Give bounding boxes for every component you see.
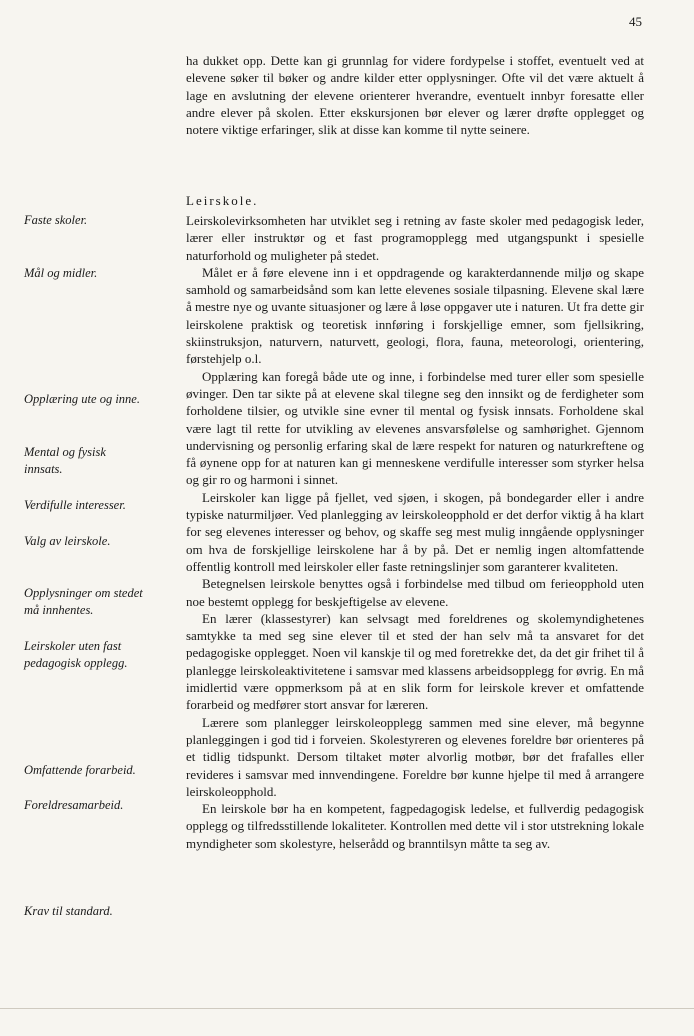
- margin-note-opplaering: Opplæring ute og inne.: [24, 392, 140, 406]
- margin-note-mental-innsats: Mental og fysisk innsats.: [24, 445, 106, 476]
- paragraph-krav-til-standard: En leirskole bør ha en kompetent, fagpedagogisk ledelse, et fullverdig pedagogisk opplegg og tilfredsstillende lokaliteter. Kontrollen med dette vil i stor utstrekning lokale myndigheter som skolestyre, helserådd og branntilsyn måtte ta seg av.: [186, 801, 644, 851]
- bottom-rule: [0, 1008, 694, 1009]
- margin-note-krav-til-standard: Krav til standard.: [24, 904, 113, 918]
- intro-paragraph: ha dukket opp. Dette kan gi grunnlag for videre fordypelse i stoffet, eventuelt ved at elevene søker til bøker og andre kilder etter opplysninger. Ofte vil det være aktuelt å lage en avslutning der elevene orienterer hverandre, eventuelt innbyr foresatte eller andre elever på skolen. Etter ekskursjonen bør elever og lærer drøfte opplegget og notere viktige erfaringer, slik at disse kan komme til nytte seinere.: [186, 53, 644, 138]
- paragraph-foreldresamarbeid: Lærere som planlegger leirskoleopplegg sammen med sine elever, må begynne planleggingen i god tid i forveien. Skolestyreren og elevenes foreldre bør orienteres på et tidlig tidspunkt. Dersom tiltaket møter alvorlig motbør, bør det frafalles eller revideres i samsvar med innvendingene. Foreldre bør kunne hjelpe til med å arrangere leirskoleopphold.: [186, 714, 644, 799]
- paragraph-valg-av-leirskole: Leirskoler kan ligge på fjellet, ved sjøen, i skogen, på bondegarder eller i andre typiske naturmiljøer. Ved planlegging av leirskoleopphold er det derfor viktig å ha klart for seg elevenes interesser og behov, og skaffe seg mest mulig inngående opplysninger om hva de forskjellige leirskolene har å by på. Det er nemlig ingen altomfattende offentlig kontroll med leirskoler eller faste retningslinjer som garanterer kvaliteten.: [186, 489, 644, 574]
- page-number: 45: [629, 14, 642, 29]
- paragraph-betegnelse: Betegnelsen leirskole benyttes også i forbindelse med tilbud om ferieopphold uten noe bestemt opplegg for beskjeftigelse av elevene.: [186, 576, 644, 609]
- margin-note-mal-og-midler: Mål og midler.: [24, 266, 98, 280]
- margin-note-foreldresamarbeid: Foreldresamarbeid.: [24, 798, 124, 812]
- margin-note-verdifulle-interesser: Verdifulle interesser.: [24, 498, 126, 512]
- margin-note-uten-fast-opplegg: Leirskoler uten fast pedagogisk opplegg.: [24, 639, 128, 670]
- intro-block: [186, 52, 644, 138]
- margin-note-faste-skoler: Faste skoler.: [24, 213, 88, 227]
- section-title: Leirskole.: [186, 193, 259, 208]
- margin-note-omfattende-forarbeid: Omfattende forarbeid.: [24, 763, 136, 777]
- paragraph-faste-skoler: Leirskolevirksomheten har utviklet seg i retning av faste skoler med pedagogisk leder, lærer eller instruktør og et fast programopplegg med utgangspunkt i spesielle naturforhold og muligheter på stedet.: [186, 213, 644, 263]
- paragraph-uten-fast-opplegg: En lærer (klassestyrer) kan selvsagt med foreldrenes og skolemyndighetenes samtykke ta med seg sine elever til et sted der han selv må ta ansvaret for det pedagogiske opplegget. Noen vil kanskje til og med foretrekke det, da det gir frihet til å planlegge leirskoleaktivitetene i samsvar med klassens arbeidsopplegg for øvrig. En må imidlertid være oppmerksom på at en slik form for leirskole krever et omfattende forarbeid og medfører stort ansvar for læreren.: [186, 610, 644, 713]
- margin-note-valg-av-leirskole: Valg av leirskole.: [24, 534, 111, 548]
- margin-note-opplysninger: Opplysninger om stedet må innhentes.: [24, 586, 143, 617]
- paragraph-opplaering: Opplæring kan foregå både ute og inne, i forbindelse med turer eller som spesielle øvinger. Den tar sikte på at elevene skal tilegne seg den innsikt og de ferdigheter som forholdene tilsier, og utvikle sine evner til mental og fysisk innsats. Forholdene skal være lagt til rette for utvikling av elevenes ansvarsfølelse og samhørighet. Gjennom undervisning og personlig erfaring skal de lære respekt for naturen og naturkreftene og få øynene opp for at naturen kan gi menneskene verdifulle interesser som styrker helsa og gir ro og harmoni i sinnet.: [186, 368, 644, 488]
- paragraph-mal-og-midler: Målet er å føre elevene inn i et oppdragende og karakterdannende miljø og skape samhold og samarbeidsånd som kan lette elevenes sosiale tilpasning. Elevene skal lære å mestre nye og uvante situasjoner og lære å løse oppgaver ute i naturen. Ut fra dette gir leirskolene praktisk og teoretisk innføring i forskjellige emner, som fjellsikring, skiinstruksjon, naturvern, naturvett, geologi, flora, fauna, meteorologi, orientering, førstehjelp o.l.: [186, 264, 644, 367]
- section-body: [186, 212, 644, 852]
